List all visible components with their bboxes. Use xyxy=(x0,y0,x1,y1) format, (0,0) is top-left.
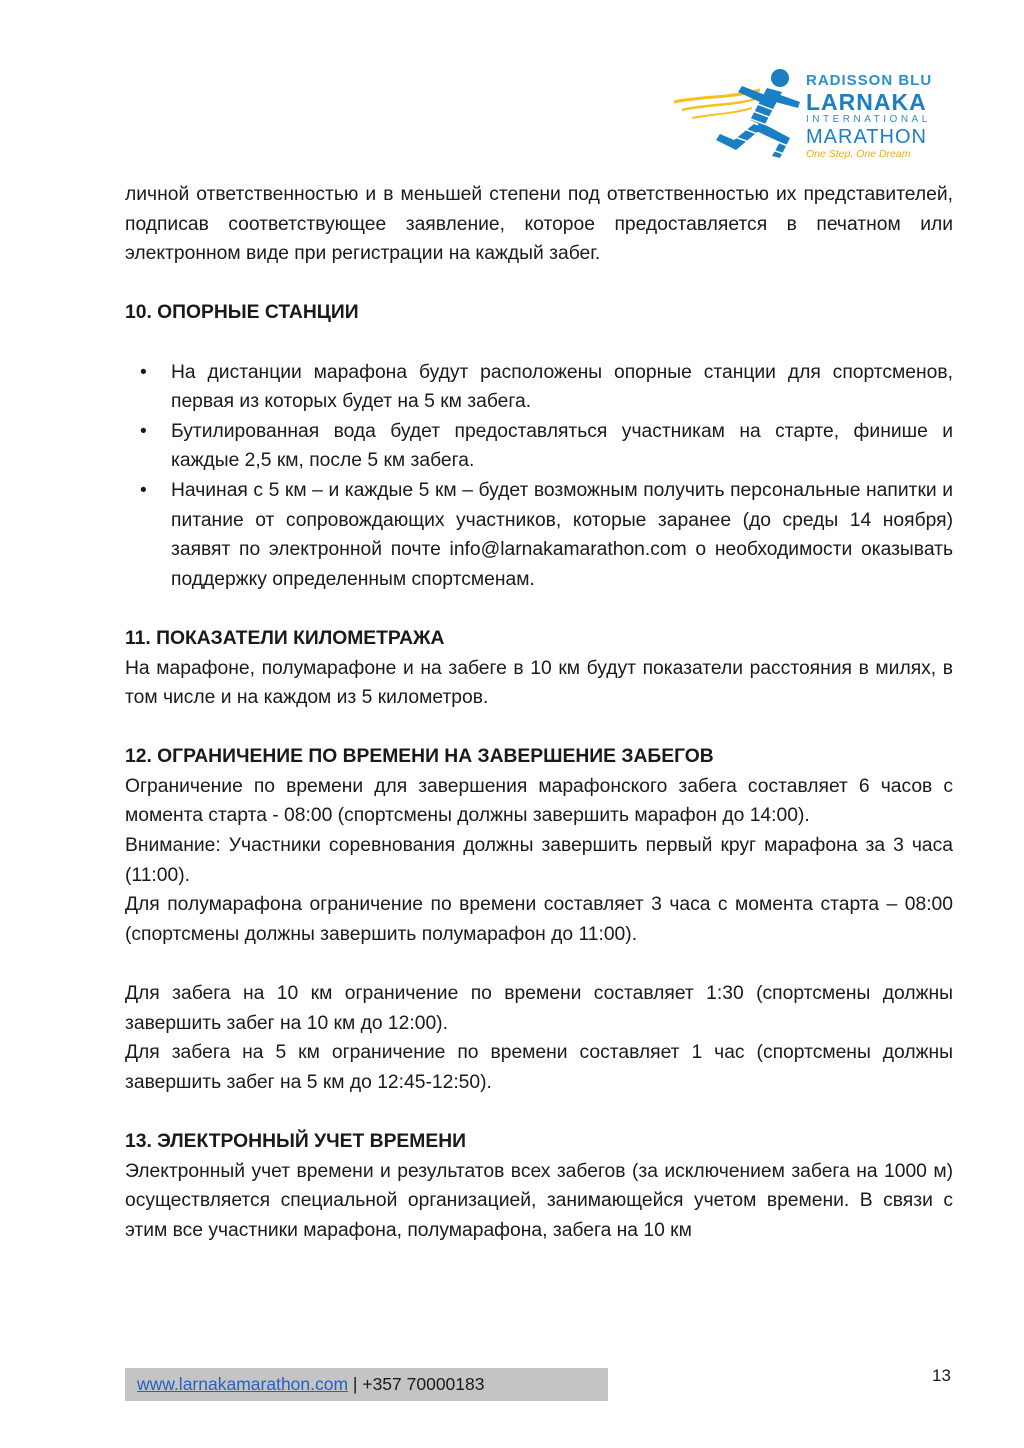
section-10-list xyxy=(125,358,953,595)
footer-phone: +357 70000183 xyxy=(362,1374,485,1394)
section-13-heading: 13. ЭЛЕКТРОННЫЙ УЧЕТ ВРЕМЕНИ xyxy=(125,1131,466,1152)
footer-separator: | xyxy=(348,1374,363,1394)
intro-paragraph: личной ответственностью и в меньшей степени под ответственностью их представителей, подписав соответствующее заявление, которое предоставляется в печатном или электронном виде при регистрации на каждый забег. xyxy=(125,184,953,265)
logo-international-line: INTERNATIONAL xyxy=(806,114,931,125)
section-12-paragraph: Для забега на 5 км ограничение по времени составляет 1 час (спортсмены должны завершить забег на 5 км до 12:45-12:50). xyxy=(125,1042,953,1093)
document-body xyxy=(125,180,953,1245)
bullet-icon: • xyxy=(140,479,147,501)
list-item xyxy=(125,358,953,417)
page-number: 13 xyxy=(932,1366,951,1385)
section-12-paragraph: Для полумарафона ограничение по времени составляет 3 часа с момента старта – 08:00 (спортсмены должны завершить полумарафон до 11:00). xyxy=(125,894,953,945)
logo-wordmark xyxy=(806,72,934,161)
list-item xyxy=(125,417,953,476)
section-11-text: На марафоне, полумарафоне и на забеге в 10 км будут показатели расстояния в милях, в том числе и на каждом из 5 километров. xyxy=(125,657,953,709)
marathon-logo xyxy=(672,62,934,162)
section-12-paragraph: Для забега на 10 км ограничение по времени составляет 1:30 (спортсмены должны завершить забег на 10 км до 12:00). xyxy=(125,983,953,1034)
section-10-heading: 10. ОПОРНЫЕ СТАНЦИИ xyxy=(125,302,359,324)
bullet-icon: • xyxy=(140,420,147,442)
footer-bar xyxy=(125,1368,608,1401)
runner-logo-icon xyxy=(672,62,812,162)
logo-city-line: LARNAKA xyxy=(806,89,927,115)
section-13-text: Электронный учет времени и результатов всех забегов (за исключением забега на 1000 м) осуществляется специальной организацией, занимающейся учетом времени. В связи с этим все участники марафона, полумарафона, забега на 10 км xyxy=(125,1160,953,1241)
list-item-text: Начиная с 5 км – и каждые 5 км – будет возможным получить персональные напитки и питание от сопровождающих участников, которые заранее (до среды 14 ноября) заявят по электронной почте info@larnakamarathon.com о необходимости оказывать поддержку определенным спортсменам. xyxy=(171,479,953,590)
section-12-paragraph: Внимание: Участники соревнования должны завершить первый круг марафона за 3 часа (11:00). xyxy=(125,835,953,886)
section-12-heading: 12. ОГРАНИЧЕНИЕ ПО ВРЕМЕНИ НА ЗАВЕРШЕНИЕ ЗАБЕГОВ xyxy=(125,746,714,768)
section-12-paragraph: Ограничение по времени для завершения марафонского забега составляет 6 часов с момента старта - 08:00 (спортсмены должны завершить марафон до 14:00). xyxy=(125,775,953,827)
list-item-text: На дистанции марафона будут расположены опорные станции для спортсменов, первая из которых будет на 5 км забега. xyxy=(171,361,953,413)
bullet-icon: • xyxy=(140,361,147,383)
section-11-heading: 11. ПОКАЗАТЕЛИ КИЛОМЕТРАЖА xyxy=(125,627,445,649)
list-item-text: Бутилированная вода будет предоставляться участникам на старте, финише и каждые 2,5 км, после 5 км забега. xyxy=(171,420,953,472)
logo-brand-line: RADISSON BLU xyxy=(806,72,933,89)
footer-website-link[interactable]: www.larnakamarathon.com xyxy=(137,1374,349,1394)
logo-marathon-line: MARATHON xyxy=(806,126,927,148)
logo-slogan: One Step, One Dream xyxy=(806,148,911,160)
list-item xyxy=(125,476,953,594)
